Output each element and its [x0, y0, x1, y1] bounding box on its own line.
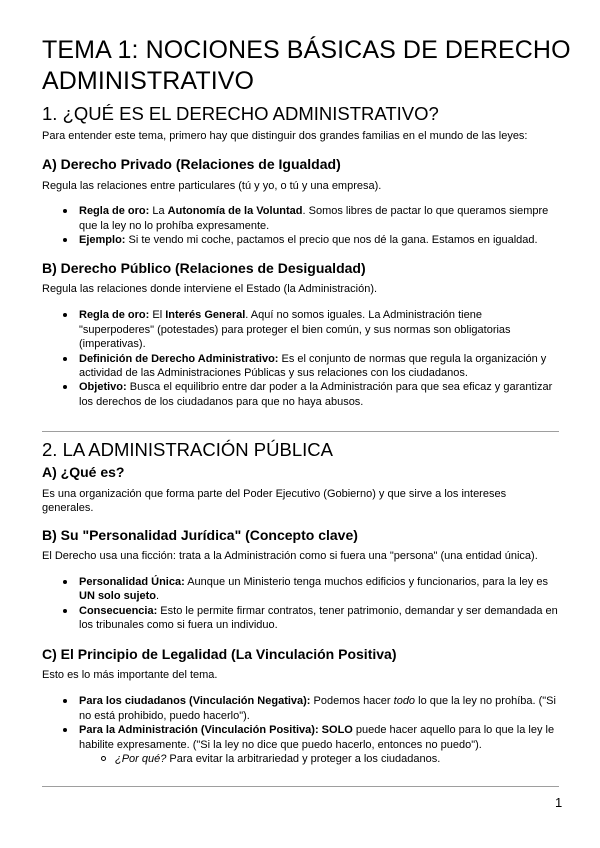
list-item-2b-2 [79, 604, 558, 618]
list-item-2b-1-cont [79, 589, 159, 603]
list-item-label: Regla de oro: [79, 309, 150, 321]
section-1b-intro: Regula las relaciones donde interviene el Estado (la Administración). [42, 283, 378, 295]
bullet-dot [63, 385, 67, 389]
list-item-emphasis: SOLO [318, 724, 353, 736]
list-item-text: La [149, 205, 168, 217]
bullet-dot [63, 313, 67, 317]
list-item-2b-2-cont: los tribunales como si fuera un individuo. [79, 619, 278, 631]
section-1-intro: Para entender este tema, primero hay que distinguir dos grandes familias en el mundo de las leyes: [42, 130, 528, 142]
footer-divider [42, 786, 559, 787]
list-item-emphasis: Autonomía de la Voluntad [167, 205, 303, 217]
list-item-label: Definición de Derecho Administrativo: [79, 353, 279, 365]
list-item-text: Podemos hacer [310, 695, 394, 707]
bullet-dot [63, 699, 67, 703]
section-2c-heading: C) El Principio de Legalidad (La Vinculación Positiva) [42, 646, 397, 662]
list-item-text: . Somos libres de pactar lo que queramos siempre [302, 205, 549, 217]
list-item-1a-1-cont: que la ley no lo prohíba expresamente. [79, 220, 270, 232]
list-item-2c-2 [79, 723, 554, 737]
list-item-text: Aunque un Ministerio tenga muchos edificios y funcionarios, para la ley es [184, 576, 548, 588]
list-item-text: Es el conjunto de normas que regula la organización y [278, 353, 547, 365]
list-item-1b-3-cont: los derechos de los ciudadanos para que no haya abusos. [79, 396, 364, 408]
list-item-label: Ejemplo: [79, 234, 126, 246]
list-item-2c-1-cont: no está prohibido, puedo hacerlo"). [79, 710, 250, 722]
bullet-dot [63, 209, 67, 213]
list-item-text: puede hacer aquello para lo que la ley le [352, 724, 555, 736]
sub-bullet-circle [101, 756, 106, 761]
bullet-dot [63, 238, 67, 242]
list-item-italic: todo [393, 695, 416, 707]
section-2c-intro: Esto es lo más importante del tema. [42, 669, 218, 681]
bullet-dot [63, 609, 67, 613]
list-item-label: Regla de oro: [79, 205, 150, 217]
list-item-label: Objetivo: [79, 381, 127, 393]
list-item-text: . [156, 590, 160, 602]
list-item-label: Para los ciudadanos (Vinculación Negativa): [79, 695, 311, 707]
list-item-1b-1-cont2: (imperativas). [79, 338, 146, 350]
list-item-1a-2 [79, 233, 538, 247]
section-1a-heading: A) Derecho Privado (Relaciones de Igualdad) [42, 156, 341, 172]
list-item-1b-1 [79, 308, 482, 322]
section-2a-text-cont: generales. [42, 502, 94, 514]
list-item-label: Personalidad Única: [79, 576, 185, 588]
list-item-text: lo que la ley no prohíba. ("Si [415, 695, 556, 707]
list-item-italic: ¿Por qué? [115, 753, 167, 765]
list-item-1b-2 [79, 352, 546, 366]
section-2-heading: 2. LA ADMINISTRACIÓN PÚBLICA [42, 439, 333, 460]
list-item-2c-2-cont: habilite expresamente. ("Si la ley no dice que puedo hacerlo, entonces no puedo"). [79, 739, 482, 751]
document-title-line1: TEMA 1: NOCIONES BÁSICAS DE DERECHO [42, 36, 571, 64]
list-item-text: Busca el equilibrio entre dar poder a la Administración para que sea eficaz y garantizar [126, 381, 553, 393]
list-item-text: Si te vendo mi coche, pactamos el precio que nos dé la gana. Estamos en igualdad. [125, 234, 538, 246]
list-item-text: El [149, 309, 166, 321]
list-item-1b-1-cont: "superpoderes" (potestades) para proteger el bien común, y sus normas son obligatorias [79, 324, 511, 336]
list-item-text: . Aquí no somos iguales. La Administración tiene [245, 309, 482, 321]
page-number: 1 [555, 795, 563, 810]
section-1b-heading: B) Derecho Público (Relaciones de Desigualdad) [42, 260, 366, 276]
list-item-1a-1 [79, 204, 548, 218]
list-item-text: Esto le permite firmar contratos, tener patrimonio, demandar y ser demandada en [157, 605, 558, 617]
bullet-dot [63, 580, 67, 584]
section-2a-text: Es una organización que forma parte del Poder Ejecutivo (Gobierno) y que sirve a los intereses [42, 488, 507, 500]
list-item-emphasis: Interés General [165, 309, 246, 321]
section-divider [42, 431, 559, 432]
list-item-text: Para evitar la arbitrariedad y proteger a los ciudadanos. [166, 753, 441, 765]
sub-list-item-2c-2-1 [115, 752, 440, 766]
section-1a-intro: Regula las relaciones entre particulares (tú y yo, o tú y una empresa). [42, 180, 382, 192]
list-item-emphasis: UN solo sujeto [79, 590, 157, 602]
document-title-line2: ADMINISTRATIVO [42, 67, 255, 95]
section-1-heading: 1. ¿QUÉ ES EL DERECHO ADMINISTRATIVO? [42, 103, 439, 124]
list-item-2b-1 [79, 575, 548, 589]
list-item-2c-1 [79, 694, 556, 708]
bullet-dot [63, 728, 67, 732]
list-item-1b-3 [79, 380, 552, 394]
section-2b-intro: El Derecho usa una ficción: trata a la Administración como si fuera una "persona" (una entidad única). [42, 550, 538, 562]
list-item-1b-2-cont: actividad de las Administraciones Públicas y sus relaciones con los ciudadanos. [79, 367, 468, 379]
section-2a-heading: A) ¿Qué es? [42, 464, 125, 480]
list-item-label: Consecuencia: [79, 605, 158, 617]
bullet-dot [63, 357, 67, 361]
section-2b-heading: B) Su "Personalidad Jurídica" (Concepto clave) [42, 527, 358, 543]
list-item-label: Para la Administración (Vinculación Positiva): [79, 724, 319, 736]
